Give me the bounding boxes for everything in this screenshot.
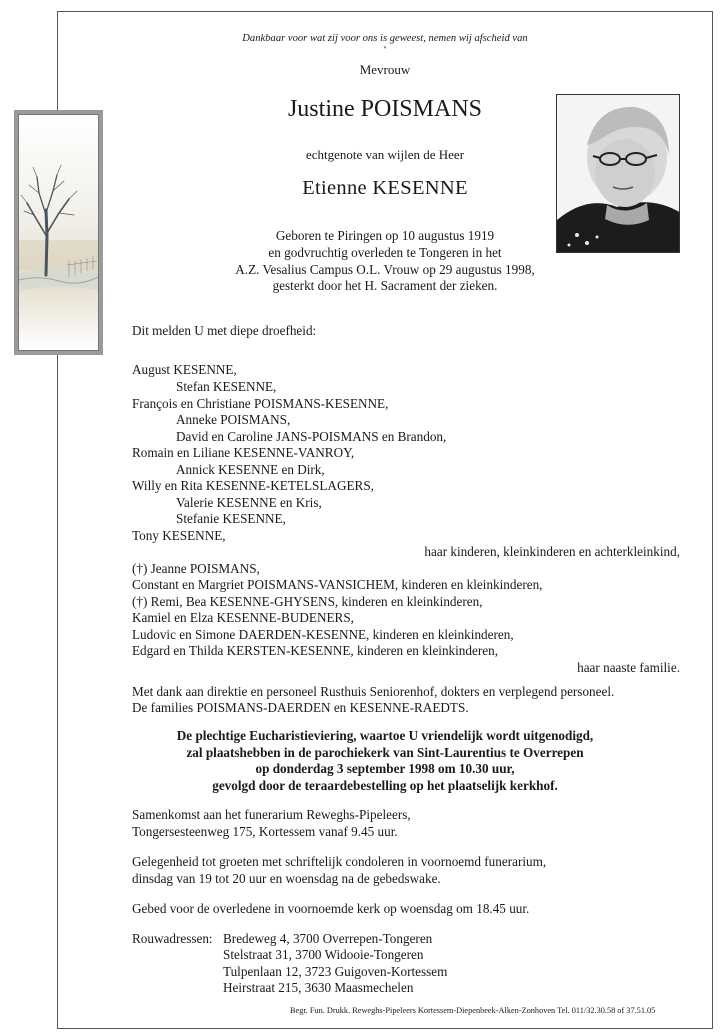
birth-line: gesterkt door het H. Sacrament der zieken.: [272, 278, 498, 294]
address-line: Stelstraat 31, 3700 Widooie-Tongeren: [223, 947, 424, 962]
family-line: David en Caroline JANS-POISMANS en Brandon,: [176, 429, 447, 444]
family-line: Stefanie KESENNE,: [176, 511, 286, 526]
family-line: (†) Remi, Bea KESENNE-GHYSENS, kinderen en kleinkinderen,: [132, 594, 483, 609]
birth-line: A.Z. Vesalius Campus O.L. Vrouw op 29 augustus 1998,: [235, 261, 535, 277]
family-line: (†) Jeanne POISMANS,: [132, 561, 260, 576]
family-line: Annick KESENNE en Dirk,: [176, 462, 325, 477]
family-line: Ludovic en Simone DAERDEN-KESENNE, kinderen en kleinkinderen,: [132, 627, 514, 642]
family-line: Constant en Margriet POISMANS-VANSICHEM, kinderen en kleinkinderen,: [132, 577, 543, 592]
deceased-name: Justine POISMANS: [287, 96, 483, 122]
birth-line: Geboren te Piringen op 10 augustus 1919: [275, 228, 495, 243]
family-line: François en Christiane POISMANS-KESENNE,: [132, 396, 389, 411]
address-line: Bredeweg 4, 3700 Overrepen-Tongeren: [223, 931, 433, 946]
announcement: Dit melden U met diepe droefheid:: [132, 323, 317, 338]
intro-mark: ": [383, 45, 387, 54]
service-line: gevolgd door de teraardebestelling op het plaatselijk kerkhof.: [212, 778, 558, 793]
family-line: Valerie KESENNE en Kris,: [176, 495, 322, 510]
family-line: Willy en Rita KESENNE-KETELSLAGERS,: [132, 478, 374, 493]
thanks-line: De families POISMANS-DAERDEN en KESENNE-RAEDTS.: [132, 700, 469, 715]
family-line: Kamiel en Elza KESENNE-BUDENERS,: [132, 610, 354, 625]
family-line: haar naaste familie.: [577, 660, 680, 675]
thanks-line: Met dank aan direktie en personeel Rusthuis Seniorenhof, dokters en verplegend personeel.: [132, 684, 615, 699]
family-line: Romain en Liliane KESENNE-VANROY,: [132, 445, 355, 460]
birth-line: en godvruchtig overleden te Tongeren in het: [268, 244, 502, 260]
service-line: op donderdag 3 september 1998 om 10.30 uur,: [255, 761, 515, 776]
family-line: haar kinderen, kleinkinderen en achterkleinkind,: [424, 544, 680, 559]
intro-line: Dankbaar voor wat zij voor ons is geweest, nemen wij afscheid van: [242, 33, 528, 44]
addresses-label: Rouwadressen:: [132, 931, 213, 946]
address-line: Heirstraat 215, 3630 Maasmechelen: [223, 980, 414, 995]
condolence-line: Gelegenheid tot groeten met schriftelijk condoleren in voornoemd funerarium,: [132, 854, 547, 869]
family-line: Anneke POISMANS,: [176, 412, 291, 427]
service-line: De plechtige Eucharistieviering, waartoe U vriendelijk wordt uitgenodigd,: [176, 728, 594, 743]
service-line: zal plaatshebben in de parochiekerk van Sint-Laurentius te Overrepen: [186, 745, 584, 760]
condolence-line: dinsdag van 19 tot 20 uur en woensdag na de gebedswake.: [132, 871, 441, 886]
printer-footer: Begr. Fun. Drukk. Reweghs-Pipeleers Kortessem-Diepenbeek-Alken-Zonhoven Tel. 011/32.30.58 of 37.51.05: [290, 1006, 656, 1015]
spouse-intro: echtgenote van wijlen de Heer: [305, 147, 465, 162]
family-line: Tony KESENNE,: [132, 528, 226, 543]
prayer-line: Gebed voor de overledene in voornoemde kerk op woensdag om 18.45 uur.: [132, 901, 530, 916]
salutation: Mevrouw: [359, 62, 411, 77]
birth-death-block: [57, 228, 713, 295]
family-line: Edgard en Thilda KERSTEN-KESENNE, kinderen en kleinkinderen,: [132, 643, 498, 658]
family-line: August KESENNE,: [132, 362, 237, 377]
address-line: Tulpenlaan 12, 3723 Guigoven-Kortessem: [223, 964, 448, 979]
gathering-line: Tongersesteenweg 175, Kortessem vanaf 9.45 uur.: [132, 824, 398, 839]
family-line: Stefan KESENNE,: [176, 379, 277, 394]
gathering-line: Samenkomst aan het funerarium Reweghs-Pipeleers,: [132, 807, 411, 822]
spouse-name: Etienne KESENNE: [302, 177, 468, 199]
